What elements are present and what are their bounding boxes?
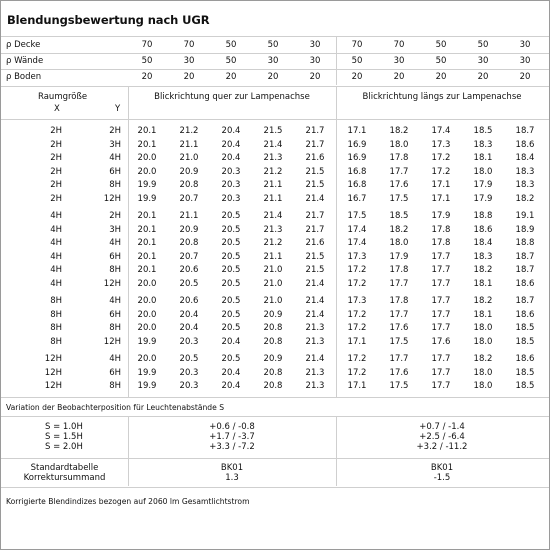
ugr-value: 21.4	[305, 279, 325, 289]
ugr-value: 17.4	[347, 238, 367, 249]
header-column-divider-mid	[336, 86, 337, 397]
reflectance-value: 30	[309, 40, 321, 50]
ugr-value: 21.2	[263, 166, 283, 177]
room-x: 2H	[50, 180, 62, 191]
ugr-value: 17.7	[431, 323, 451, 334]
room-x: 12H	[44, 367, 62, 378]
ugr-value: 18.0	[473, 166, 493, 177]
row-divider	[1, 119, 549, 120]
ugr-value: 20.5	[179, 354, 199, 364]
room-x: 8H	[50, 309, 62, 320]
room-y: 12H	[103, 279, 121, 289]
standard-laengs-table: BK01	[430, 463, 454, 473]
ugr-value: 18.2	[389, 224, 409, 235]
ugr-value: 20.1	[137, 251, 157, 262]
ugr-value: 17.7	[431, 367, 451, 378]
raumgroesse-label: Raumgröße	[38, 92, 88, 102]
ugr-value: 20.8	[179, 180, 199, 191]
ugr-value: 20.5	[221, 265, 241, 276]
x-label: X	[54, 104, 60, 114]
ugr-value: 18.7	[515, 265, 535, 276]
ugr-value: 16.8	[347, 166, 367, 177]
reflectance-value: 30	[183, 56, 195, 66]
ugr-value: 21.0	[179, 153, 199, 164]
room-y: 2H	[109, 211, 121, 221]
ugr-value: 20.5	[221, 279, 241, 289]
ugr-value: 17.8	[431, 224, 451, 235]
reflectance-value: 50	[435, 40, 447, 50]
ugr-value: 17.3	[347, 296, 367, 306]
ugr-value: 19.9	[137, 381, 157, 392]
ugr-value: 20.5	[221, 224, 241, 235]
ugr-value: 21.7	[305, 211, 325, 221]
ugr-value: 20.7	[179, 194, 199, 204]
reflectance-value: 20	[351, 72, 363, 82]
ugr-value: 17.8	[431, 238, 451, 249]
ugr-value: 17.6	[431, 336, 451, 347]
ugr-value: 18.1	[473, 309, 493, 320]
room-x: 8H	[50, 323, 62, 334]
room-x: 12H	[44, 381, 62, 392]
ugr-value: 20.0	[137, 309, 157, 320]
ugr-value: 20.0	[137, 153, 157, 164]
ugr-value: 18.8	[473, 211, 493, 221]
reflectance-value: 50	[141, 56, 153, 66]
ugr-value: 17.7	[389, 354, 409, 364]
reflectance-value: 20	[267, 72, 279, 82]
ugr-value: 19.9	[137, 180, 157, 191]
reflectance-value: 70	[183, 40, 195, 50]
ugr-value: 21.6	[305, 153, 325, 164]
reflectance-label: ρ Boden	[6, 72, 42, 82]
ugr-value: 20.5	[221, 354, 241, 364]
ugr-value: 18.3	[515, 180, 535, 191]
room-x: 8H	[50, 296, 62, 306]
row-divider	[1, 36, 549, 37]
room-x: 12H	[44, 354, 62, 364]
ugr-value: 19.9	[137, 336, 157, 347]
ugr-value: 20.5	[221, 296, 241, 306]
ugr-value: 20.5	[221, 323, 241, 334]
spacing-label: S = 1.0H	[45, 422, 83, 432]
ugr-value: 17.6	[389, 180, 409, 191]
room-y: 8H	[109, 381, 121, 392]
ugr-value: 17.7	[431, 296, 451, 306]
ugr-value: 19.1	[515, 211, 535, 221]
direction-laengs-label: Blickrichtung längs zur Lampenachse	[362, 92, 522, 102]
ugr-value: 18.6	[515, 309, 535, 320]
ugr-value: 17.2	[347, 265, 367, 276]
ugr-value: 18.0	[473, 367, 493, 378]
ugr-value: 17.5	[389, 336, 409, 347]
ugr-value: 18.5	[515, 336, 535, 347]
standard-quer-table: BK01	[220, 463, 244, 473]
ugr-value: 20.8	[263, 323, 283, 334]
ugr-value: 20.1	[137, 139, 157, 150]
ugr-value: 18.9	[515, 224, 535, 235]
row-divider	[1, 487, 549, 488]
correction-label: Korrektursummand	[23, 473, 106, 483]
ugr-value: 21.1	[263, 180, 283, 191]
ugr-value: 18.7	[515, 296, 535, 306]
ugr-value: 20.1	[137, 224, 157, 235]
table-title: Blendungsbewertung nach UGR	[7, 13, 210, 27]
room-y: 3H	[109, 224, 121, 235]
room-y: 12H	[103, 194, 121, 204]
ugr-value: 16.9	[347, 139, 367, 150]
ugr-value: 18.5	[515, 381, 535, 392]
ugr-value: 17.9	[473, 180, 493, 191]
ugr-value: 18.0	[389, 139, 409, 150]
ugr-value: 21.2	[263, 238, 283, 249]
room-y: 6H	[109, 251, 121, 262]
row-divider	[1, 397, 549, 398]
ugr-value: 20.3	[221, 180, 241, 191]
room-x: 4H	[50, 279, 62, 289]
ugr-value: 18.7	[515, 251, 535, 262]
room-y: 6H	[109, 367, 121, 378]
ugr-value: 21.7	[305, 126, 325, 136]
room-y: 6H	[109, 166, 121, 177]
spacing-label: S = 1.5H	[45, 432, 83, 442]
reflectance-value: 50	[225, 40, 237, 50]
ugr-value: 17.7	[431, 381, 451, 392]
row-divider	[1, 416, 549, 417]
ugr-value: 18.5	[515, 367, 535, 378]
ugr-value: 21.3	[305, 367, 325, 378]
ugr-value: 20.8	[263, 336, 283, 347]
variation-quer-value: +0.6 / -0.8	[209, 422, 255, 432]
reflectance-value: 70	[351, 40, 363, 50]
room-y: 12H	[103, 336, 121, 347]
ugr-value: 18.1	[473, 153, 493, 164]
ugr-value: 21.4	[305, 309, 325, 320]
ugr-value: 18.4	[515, 153, 535, 164]
ugr-value: 17.7	[431, 251, 451, 262]
ugr-value: 20.1	[137, 126, 157, 136]
ugr-value: 17.9	[431, 211, 451, 221]
reflectance-value: 50	[267, 40, 279, 50]
ugr-value: 17.6	[389, 323, 409, 334]
row-divider	[1, 53, 549, 54]
ugr-value: 20.9	[179, 166, 199, 177]
reflectance-value: 50	[225, 56, 237, 66]
ugr-value: 20.4	[221, 381, 241, 392]
ugr-value: 17.8	[389, 296, 409, 306]
ugr-value: 20.4	[221, 126, 241, 136]
row-divider	[1, 86, 549, 87]
ugr-value: 20.7	[179, 251, 199, 262]
ugr-value: 18.2	[473, 265, 493, 276]
reflectance-label: ρ Wände	[6, 56, 44, 66]
ugr-value: 18.0	[473, 381, 493, 392]
ugr-value: 21.4	[263, 211, 283, 221]
ugr-value: 20.0	[137, 279, 157, 289]
ugr-value: 20.4	[221, 336, 241, 347]
ugr-value: 17.8	[389, 265, 409, 276]
ugr-value: 20.5	[179, 279, 199, 289]
ugr-value: 18.6	[473, 224, 493, 235]
reflectance-value: 30	[477, 56, 489, 66]
ugr-value: 17.2	[347, 354, 367, 364]
y-label: Y	[115, 104, 121, 114]
reflectance-value: 20	[435, 72, 447, 82]
room-y: 8H	[109, 323, 121, 334]
ugr-value: 20.9	[263, 354, 283, 364]
ugr-value: 20.4	[179, 323, 199, 334]
variation-laengs-value: +0.7 / -1.4	[419, 422, 465, 432]
ugr-value: 21.5	[305, 265, 325, 276]
ugr-value: 20.8	[263, 367, 283, 378]
reflectance-label: ρ Decke	[6, 40, 41, 50]
room-x: 2H	[50, 153, 62, 164]
ugr-value: 20.3	[221, 166, 241, 177]
room-y: 8H	[109, 265, 121, 276]
ugr-value: 21.0	[263, 279, 283, 289]
reflectance-value: 20	[519, 72, 531, 82]
ugr-value: 17.7	[431, 309, 451, 320]
ugr-value: 18.7	[515, 126, 535, 136]
ugr-value: 18.3	[515, 166, 535, 177]
room-x: 2H	[50, 126, 62, 136]
ugr-value: 18.0	[389, 238, 409, 249]
ugr-value: 19.9	[137, 367, 157, 378]
ugr-value: 20.1	[137, 238, 157, 249]
ugr-value: 17.7	[431, 265, 451, 276]
ugr-value: 18.6	[515, 139, 535, 150]
standard-laengs-value: -1.5	[433, 473, 451, 483]
ugr-value: 21.5	[263, 126, 283, 136]
ugr-value: 20.3	[179, 336, 199, 347]
row-divider	[1, 458, 549, 459]
ugr-value: 21.3	[305, 381, 325, 392]
ugr-value: 20.0	[137, 166, 157, 177]
ugr-value: 17.9	[389, 251, 409, 262]
ugr-value: 17.1	[347, 381, 367, 392]
ugr-value: 17.2	[347, 279, 367, 289]
room-x: 2H	[50, 139, 62, 150]
ugr-value: 17.1	[431, 194, 451, 204]
standard-table-label: Standardtabelle	[30, 463, 99, 473]
ugr-value: 20.4	[221, 367, 241, 378]
ugr-value: 17.7	[389, 279, 409, 289]
room-y: 4H	[109, 153, 121, 164]
reflectance-value: 30	[267, 56, 279, 66]
ugr-value: 21.6	[305, 238, 325, 249]
ugr-value: 21.0	[263, 265, 283, 276]
ugr-value: 20.0	[137, 354, 157, 364]
ugr-value: 20.5	[221, 211, 241, 221]
ugr-value: 18.0	[473, 323, 493, 334]
ugr-value: 17.7	[431, 279, 451, 289]
ugr-value: 18.5	[389, 211, 409, 221]
reflectance-value: 30	[393, 56, 405, 66]
variation-quer-value: +3.3 / -7.2	[209, 442, 255, 452]
ugr-value: 21.1	[263, 251, 283, 262]
ugr-value: 17.7	[389, 309, 409, 320]
ugr-value: 18.4	[473, 238, 493, 249]
ugr-value: 21.3	[263, 224, 283, 235]
ugr-value: 18.2	[473, 296, 493, 306]
reflectance-value: 20	[477, 72, 489, 82]
ugr-value: 17.4	[347, 224, 367, 235]
ugr-value: 21.4	[305, 354, 325, 364]
ugr-value: 20.5	[221, 309, 241, 320]
ugr-value: 21.5	[305, 180, 325, 191]
ugr-value: 18.2	[473, 354, 493, 364]
ugr-value: 20.3	[179, 367, 199, 378]
ugr-value: 18.2	[389, 126, 409, 136]
room-y: 4H	[109, 238, 121, 249]
ugr-value: 20.1	[137, 265, 157, 276]
spacing-label: S = 2.0H	[45, 442, 83, 452]
ugr-value: 21.3	[305, 336, 325, 347]
ugr-value: 17.7	[431, 354, 451, 364]
ugr-value: 18.8	[515, 238, 535, 249]
ugr-value: 18.6	[515, 279, 535, 289]
row-divider	[1, 69, 549, 70]
ugr-value: 20.8	[263, 381, 283, 392]
ugr-value: 17.5	[389, 194, 409, 204]
room-x: 2H	[50, 194, 62, 204]
room-x: 4H	[50, 224, 62, 235]
ugr-value: 18.2	[515, 194, 535, 204]
ugr-value: 17.2	[431, 166, 451, 177]
reflectance-value: 20	[141, 72, 153, 82]
ugr-value: 17.1	[431, 180, 451, 191]
ugr-value: 17.2	[347, 323, 367, 334]
room-y: 4H	[109, 354, 121, 364]
ugr-value: 17.5	[347, 211, 367, 221]
ugr-value: 17.3	[347, 251, 367, 262]
header-column-divider-left	[128, 86, 129, 397]
ugr-value: 20.0	[137, 296, 157, 306]
ugr-value: 21.7	[305, 139, 325, 150]
ugr-value: 17.8	[389, 153, 409, 164]
reflectance-value: 50	[477, 40, 489, 50]
ugr-value: 17.4	[431, 126, 451, 136]
ugr-value: 21.1	[179, 139, 199, 150]
variation-quer-value: +1.7 / -3.7	[209, 432, 255, 442]
ugr-value: 18.3	[473, 251, 493, 262]
ugr-value: 21.2	[179, 126, 199, 136]
ugr-value: 18.6	[515, 354, 535, 364]
ugr-value: 21.0	[263, 296, 283, 306]
ugr-value: 21.4	[263, 139, 283, 150]
reflectance-value: 30	[519, 56, 531, 66]
ugr-value: 20.5	[221, 251, 241, 262]
ugr-value: 20.1	[137, 211, 157, 221]
room-y: 2H	[109, 126, 121, 136]
ugr-value: 16.9	[347, 153, 367, 164]
ugr-value: 21.4	[305, 296, 325, 306]
room-x: 4H	[50, 265, 62, 276]
reflectance-value: 20	[309, 72, 321, 82]
room-x: 8H	[50, 336, 62, 347]
ugr-value: 21.5	[305, 251, 325, 262]
ugr-value: 17.1	[347, 336, 367, 347]
direction-quer-label: Blickrichtung quer zur Lampenachse	[154, 92, 310, 102]
ugr-value: 18.3	[473, 139, 493, 150]
ugr-value: 18.5	[515, 323, 535, 334]
ugr-value: 17.2	[347, 309, 367, 320]
ugr-value: 18.5	[473, 126, 493, 136]
reflectance-value: 20	[225, 72, 237, 82]
ugr-value: 17.3	[431, 139, 451, 150]
ugr-value: 20.4	[221, 153, 241, 164]
ugr-value: 17.2	[431, 153, 451, 164]
reflectance-value: 20	[393, 72, 405, 82]
reflectance-value: 70	[141, 40, 153, 50]
ugr-value: 20.3	[179, 381, 199, 392]
ugr-value: 19.9	[137, 194, 157, 204]
ugr-value: 17.6	[389, 367, 409, 378]
variation-caption: Variation der Beobachterposition für Leuchtenabstände S	[6, 403, 225, 412]
ugr-value: 17.5	[389, 381, 409, 392]
ugr-value: 21.4	[305, 194, 325, 204]
ugr-value: 16.8	[347, 180, 367, 191]
ugr-value: 20.9	[263, 309, 283, 320]
footnote: Korrigierte Blendindizes bezogen auf 2060 lm Gesamtlichtstrom	[6, 497, 250, 506]
reflect-column-divider	[336, 37, 337, 85]
ugr-value: 17.2	[347, 367, 367, 378]
ugr-value: 21.3	[263, 153, 283, 164]
reflectance-value: 20	[183, 72, 195, 82]
reflectance-value: 50	[435, 56, 447, 66]
ugr-value: 20.6	[179, 296, 199, 306]
ugr-value: 20.4	[179, 309, 199, 320]
ugr-value: 20.8	[179, 238, 199, 249]
ugr-value: 17.9	[473, 194, 493, 204]
reflectance-value: 50	[351, 56, 363, 66]
ugr-value: 16.7	[347, 194, 367, 204]
ugr-value: 21.1	[263, 194, 283, 204]
ugr-value: 20.9	[179, 224, 199, 235]
ugr-value: 20.0	[137, 323, 157, 334]
room-x: 4H	[50, 238, 62, 249]
reflectance-value: 30	[519, 40, 531, 50]
room-y: 6H	[109, 309, 121, 320]
ugr-value: 21.5	[305, 166, 325, 177]
room-y: 4H	[109, 296, 121, 306]
ugr-value: 21.7	[305, 224, 325, 235]
reflectance-value: 30	[309, 56, 321, 66]
ugr-value: 20.3	[221, 194, 241, 204]
room-x: 4H	[50, 251, 62, 262]
ugr-value: 17.7	[389, 166, 409, 177]
reflectance-value: 70	[393, 40, 405, 50]
room-y: 8H	[109, 180, 121, 191]
ugr-value: 20.5	[221, 238, 241, 249]
room-y: 3H	[109, 139, 121, 150]
room-x: 2H	[50, 166, 62, 177]
ugr-value: 21.1	[179, 211, 199, 221]
ugr-value: 20.6	[179, 265, 199, 276]
ugr-value: 18.1	[473, 279, 493, 289]
variation-laengs-value: +2.5 / -6.4	[419, 432, 465, 442]
ugr-value: 20.4	[221, 139, 241, 150]
ugr-value: 17.1	[347, 126, 367, 136]
variation-laengs-value: +3.2 / -11.2	[416, 442, 468, 452]
room-x: 4H	[50, 211, 62, 221]
ugr-value: 21.3	[305, 323, 325, 334]
standard-quer-value: 1.3	[225, 473, 239, 483]
ugr-value: 18.0	[473, 336, 493, 347]
